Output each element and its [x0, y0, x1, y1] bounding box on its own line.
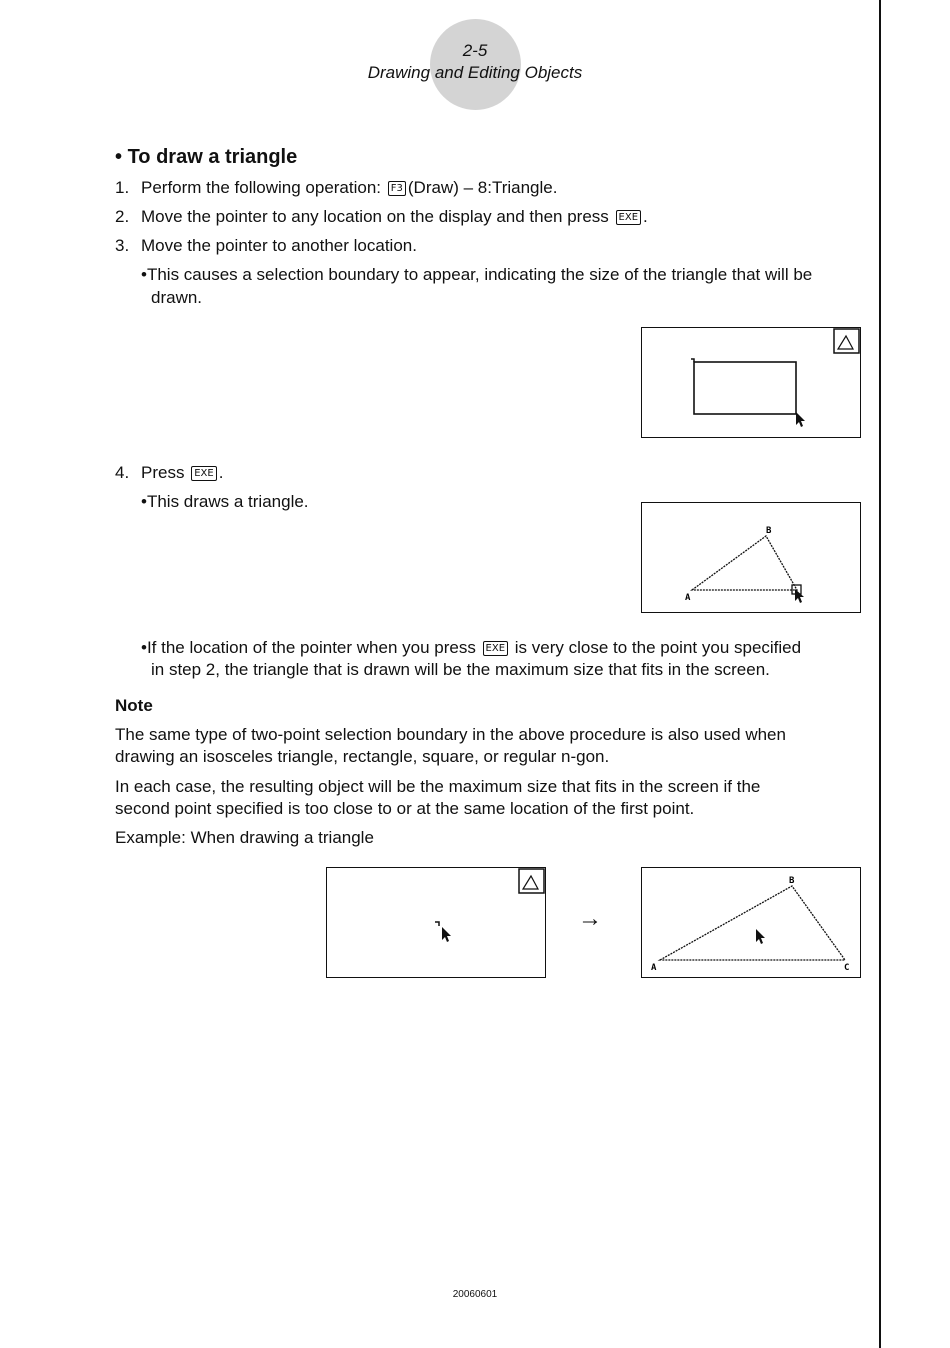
exe-key-icon: EXE — [483, 641, 509, 656]
f3-key-icon: F3 — [388, 181, 406, 196]
step-4-note-2-line-1 — [141, 637, 801, 659]
vertex-label-b: B — [766, 526, 772, 536]
step-text: . — [643, 207, 648, 226]
start-point-marker — [691, 359, 694, 362]
pointer-icon — [795, 589, 804, 603]
section-title — [115, 146, 297, 169]
note-text: •If the location of the pointer when you press — [141, 638, 481, 657]
step-3-note-line-1: •This causes a selection boundary to appear, indicating the size of the triangle that will be — [141, 265, 813, 284]
start-point-marker — [435, 922, 439, 926]
triangle-shape — [692, 536, 797, 590]
step-3-note-line-2: drawn. — [151, 288, 203, 307]
selection-boundary — [694, 362, 796, 414]
pointer-icon — [796, 412, 805, 427]
note-paragraph-1-line-1: The same type of two-point selection boundary in the above procedure is also used when — [115, 725, 786, 744]
step-4-note-2-line-2: in step 2, the triangle that is drawn will be the maximum size that fits in the screen. — [151, 660, 770, 679]
vertex-label-c: C — [844, 963, 850, 973]
note-text: is very close to the point you specified — [510, 638, 802, 657]
note-heading: Note — [115, 696, 153, 715]
step-1 — [115, 177, 557, 199]
pointer-icon — [756, 929, 765, 944]
step-number: 2. — [115, 207, 130, 226]
step-text: Move the pointer to another location. — [141, 236, 417, 255]
exe-key-icon: EXE — [191, 466, 217, 481]
step-text: Press — [141, 463, 190, 482]
step-number: 4. — [115, 463, 130, 482]
step-text: (Draw) – 8:Triangle. — [407, 178, 558, 197]
footer-code: 20060601 — [452, 1289, 498, 1300]
transition-arrow-icon: → — [578, 905, 602, 932]
calculator-screen-selection-boundary — [641, 327, 861, 438]
chapter-title: Drawing and Editing Objects — [367, 63, 583, 82]
step-2 — [115, 206, 648, 228]
note-paragraph-2-line-1: In each case, the resulting object will be the maximum size that fits in the screen if the — [115, 777, 761, 796]
note-paragraph-1-line-2: drawing an isosceles triangle, rectangle, square, or regular n-gon. — [115, 747, 610, 766]
step-number: 1. — [115, 178, 130, 197]
note-paragraph-2-line-2: second point specified is too close to or at the same location of the first point. — [115, 799, 695, 818]
section-title-text: To draw a triangle — [127, 146, 298, 168]
triangle-mode-icon — [834, 329, 859, 353]
vertex-label-b: B — [789, 876, 795, 886]
step-4-note: •This draws a triangle. — [141, 492, 309, 511]
page-number: 2-5 — [462, 41, 488, 60]
triangle-shape — [660, 886, 845, 960]
step-4 — [115, 462, 223, 484]
vertex-label-a: A — [651, 963, 657, 973]
vertex-label-a: A — [685, 593, 691, 603]
section-bullet: • — [115, 146, 123, 168]
calculator-screen-same-point — [326, 867, 546, 978]
exe-key-icon: EXE — [616, 210, 642, 225]
right-margin-rule — [879, 0, 881, 1348]
example-caption: Example: When drawing a triangle — [115, 828, 374, 847]
calculator-screen-maximum-triangle — [641, 867, 861, 978]
step-text: . — [218, 463, 224, 482]
pointer-icon — [442, 927, 451, 942]
step-text: Perform the following operation: — [141, 178, 386, 197]
step-text: Move the pointer to any location on the display and then press — [141, 207, 614, 226]
step-number: 3. — [115, 236, 130, 255]
step-3 — [115, 235, 417, 257]
triangle-mode-icon — [519, 869, 544, 893]
calculator-screen-drawn-triangle — [641, 502, 861, 613]
